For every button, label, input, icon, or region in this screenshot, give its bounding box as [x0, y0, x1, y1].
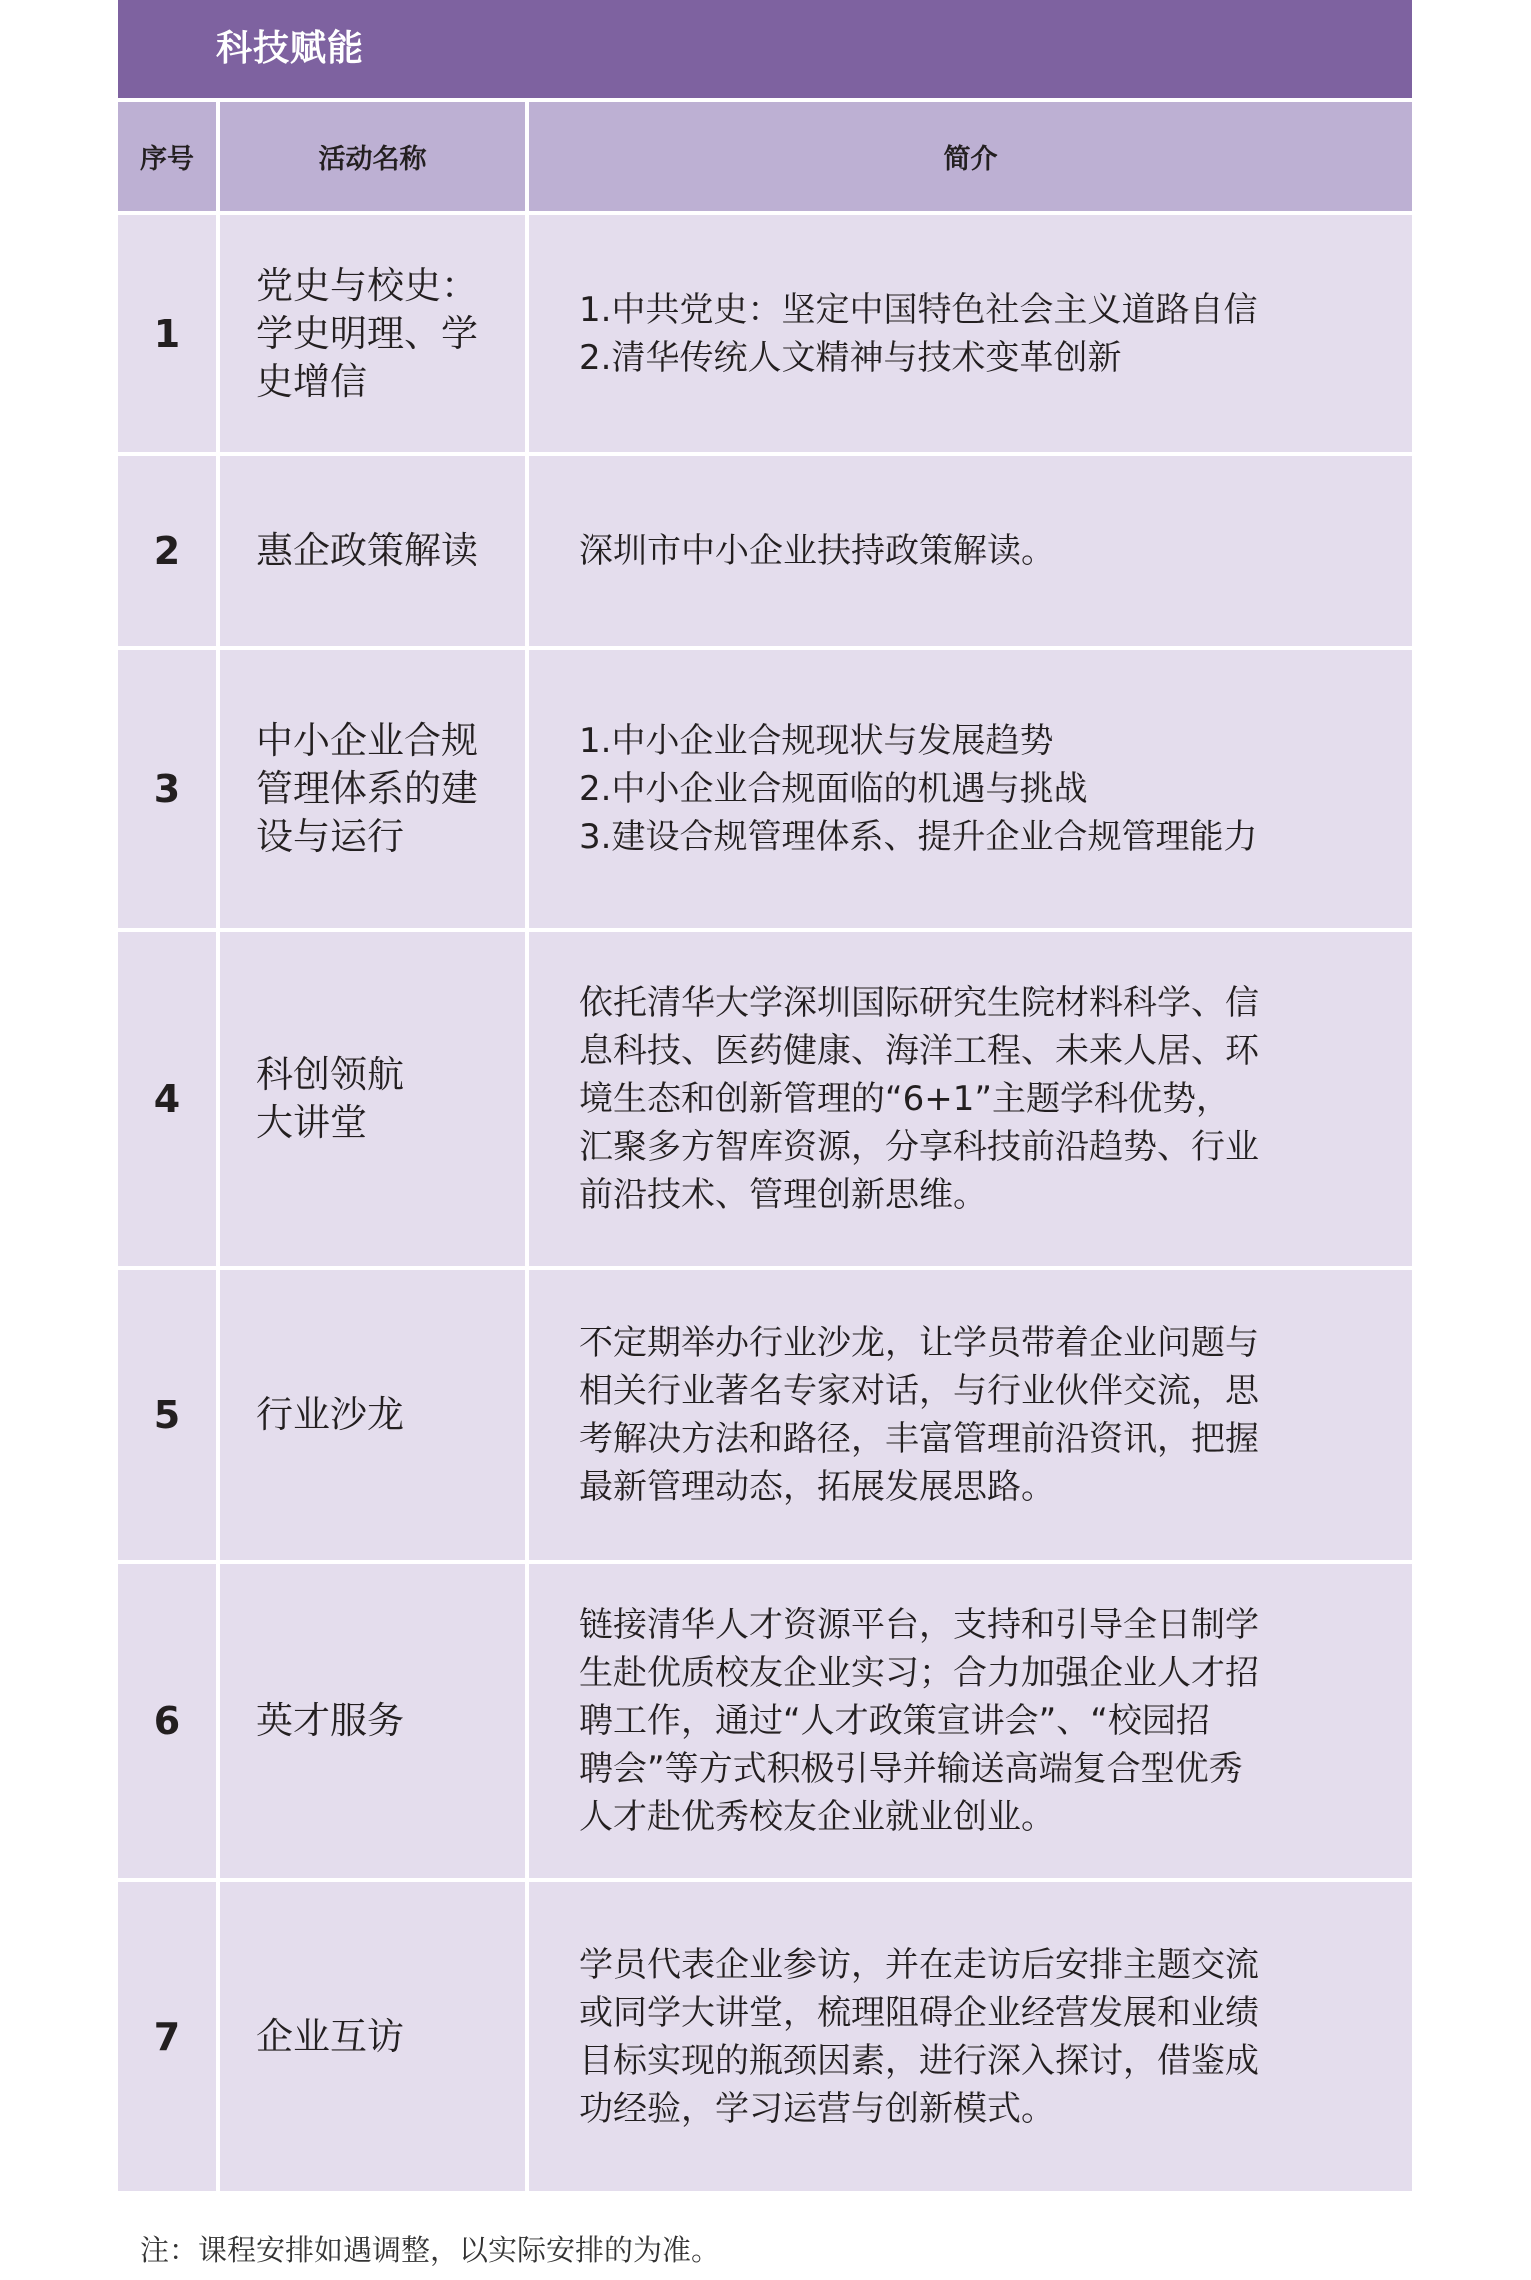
- activity-description: 1.中共党史：坚定中国特色社会主义道路自信 2.清华传统人文精神与技术变革创新: [529, 215, 1412, 452]
- section-title: 科技赋能: [118, 0, 1412, 98]
- activity-table: [118, 102, 1412, 2191]
- activity-description: 链接清华人才资源平台，支持和引导全日制学 生赴优质校友企业实习；合力加强企业人才招 聘工作，通过“人才政策宣讲会”、“校园招 聘会”等方式积极引导并输送高端复合型优秀 人才赴优秀校友企业就业创业。: [529, 1564, 1412, 1878]
- header-name: 活动名称: [220, 102, 525, 211]
- row-number: 7: [118, 1882, 216, 2191]
- activity-description: 不定期举办行业沙龙，让学员带着企业问题与 相关行业著名专家对话，与行业伙伴交流，思 考解决方法和路径，丰富管理前沿资讯，把握 最新管理动态，拓展发展思路。: [529, 1270, 1412, 1560]
- row-number: 2: [118, 456, 216, 646]
- activity-name: 行业沙龙: [220, 1270, 525, 1560]
- activity-name: 惠企政策解读: [220, 456, 525, 646]
- activity-name: 英才服务: [220, 1564, 525, 1878]
- activity-name: 党史与校史： 学史明理、学 史增信: [220, 215, 525, 452]
- activity-name: 科创领航 大讲堂: [220, 932, 525, 1266]
- row-number: 3: [118, 650, 216, 928]
- row-number: 4: [118, 932, 216, 1266]
- row-number: 5: [118, 1270, 216, 1560]
- header-desc: 简介: [529, 102, 1412, 211]
- row-number: 6: [118, 1564, 216, 1878]
- activity-description: 学员代表企业参访，并在走访后安排主题交流 或同学大讲堂，梳理阻碍企业经营发展和业绩 目标实现的瓶颈因素，进行深入探讨，借鉴成 功经验，学习运营与创新模式。: [529, 1882, 1412, 2191]
- header-no: 序号: [118, 102, 216, 211]
- activity-description: 1.中小企业合规现状与发展趋势 2.中小企业合规面临的机遇与挑战 3.建设合规管理体系、提升企业合规管理能力: [529, 650, 1412, 928]
- activity-name: 中小企业合规 管理体系的建 设与运行: [220, 650, 525, 928]
- activity-table-panel: [118, 0, 1412, 2191]
- activity-description: 依托清华大学深圳国际研究生院材料科学、信 息科技、医药健康、海洋工程、未来人居、环 境生态和创新管理的“6+1”主题学科优势， 汇聚多方智库资源，分享科技前沿趋势、行业 前沿技术、管理创新思维。: [529, 932, 1412, 1266]
- activity-description: 深圳市中小企业扶持政策解读。: [529, 456, 1412, 646]
- activity-name: 企业互访: [220, 1882, 525, 2191]
- row-number: 1: [118, 215, 216, 452]
- footnote: 注：课程安排如遇调整，以实际安排的为准。: [140, 2233, 721, 2267]
